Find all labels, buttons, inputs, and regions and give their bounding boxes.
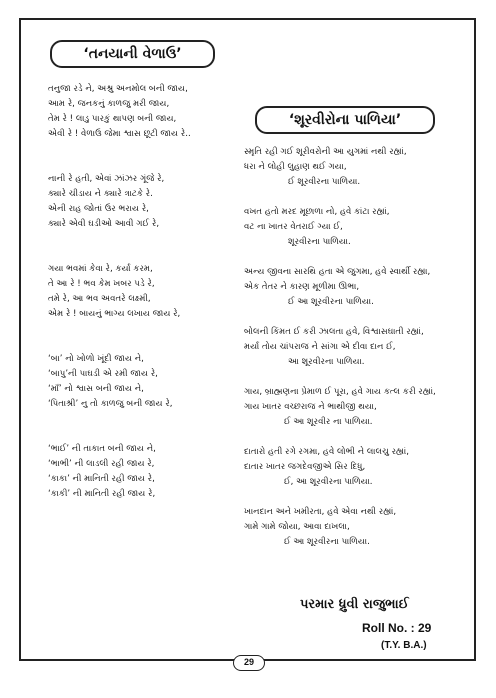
poem-line: એની રાહ જોતાં ઉર ભરાય રે, <box>48 204 149 214</box>
poem-line: બોલની કિંમત ઈ કરી ઝાલતા હવે, વિશ્વાસઘાતી રહ્યાં, <box>244 327 424 337</box>
poem-line: ગાય ખાતર વચ્છરાજ ને ભાથીજી થયા, <box>244 402 377 412</box>
poem-line: ‘કાકી’ ની માનિતી રહી જાય રે, <box>48 489 156 499</box>
poem-line: ઈ આ શૂરવીરના પાળિયા. <box>284 537 370 547</box>
poem-line: વખત હતો મરદ મૂછાળા નો, હવે કાંટા રહ્યાં, <box>244 207 390 217</box>
poem-line: ઈ આ શૂરવીર ના પાળિયા. <box>284 417 373 427</box>
poem-line: ગયા ભવમાં કેવા રે, કર્યા કરમ, <box>48 264 153 274</box>
poem-line: એમ રે ! બાયનું ભાગ્ય લખાય જાય રે, <box>48 309 181 319</box>
class-label: (T.Y. B.A.) <box>381 640 427 651</box>
poem-line: ક્યારે ચીડાય ને ક્યારે ત્રાટકે રે. <box>48 189 153 199</box>
poem-line: મર્યા તોય ચાંપરાજ ને સાંગા એ દીવા દાન ઈ, <box>244 342 396 352</box>
poem-line: તમે રે, આ ભવ અવતરે લક્ષ્મી, <box>48 294 151 304</box>
poem-line: નાની રે હતી, એવાં ઝાંઝર ગૂંજે રે, <box>48 174 165 184</box>
poem-line: ‘બાપુ’ની પાઘડી એ રમી જાય રે, <box>48 369 158 379</box>
poem-line: ઈ શૂરવીરના પાળિયા. <box>288 177 361 187</box>
poem-line: ‘બા’ નો ખોળો ખૂંદી જાય ને, <box>48 354 144 364</box>
poem-line: તે આ રે ! ભવ કેમ ખબર પડે રે, <box>48 279 155 289</box>
poem-line: દાતાર ખાતર જગદેવજીએ સિર દિધુ, <box>244 462 366 472</box>
poem-line: શૂરવીરના પાળિયા. <box>288 237 351 247</box>
poem-line: ધરા ને લોહી લુહાણ થઈ ગયા, <box>244 162 347 172</box>
poem-line: ગાય, બ્રાહ્મણના પ્રેમાળ ઈ પૂરા, હવે ગાય કત્લ કરી રહ્યાં, <box>244 387 436 397</box>
right-poem-title: ‘શૂરવીરોના પાળિયા’ <box>255 106 435 134</box>
page-number: 29 <box>233 655 265 671</box>
poem-line: સ્મૃતિ રહી ગઈ શૂરીવરોની આ યુગમાં નથી રહ્યાં, <box>244 147 407 157</box>
left-poem <box>48 82 248 502</box>
poem-line: ક્યારે એવી ઘડીઓ આવી ગઈ રે, <box>48 219 160 229</box>
poem-line: ‘પિતાશ્રી’ નુ તો કાળજુ બની જાય રે, <box>48 399 173 409</box>
left-poem-title: ‘તનયાની વેળાઉ’ <box>50 40 215 68</box>
poem-line: એક તેતર ને કારણ મૂળીમા ઊભા, <box>244 282 360 292</box>
poem-line: ઈ, આ શૂરવીરના પાળિયા. <box>284 477 373 487</box>
roll-number: Roll No. : 29 <box>362 621 432 635</box>
author-name: પરમાર ધ્રુવી રાજુભાઈ <box>300 597 409 612</box>
poem-line: ‘કાકા’ ની માનિતી રહી જાય રે, <box>48 474 155 484</box>
poem-line: ‘ભાઈ’ ની તાકાત બની જાય ને, <box>48 444 156 454</box>
poem-line: તેમ રે ! લાડુ પારકું થાપણ બની જાય, <box>48 114 177 124</box>
poem-line: ઈ આ શૂરવીરના પાળિયા. <box>288 297 374 307</box>
poem-line: દાતારો હતી રગે રગમા, હવે લોભી ને લાલચુ રહ્યાં, <box>244 447 409 457</box>
poem-line: તનુજા રડે ને, અશ્રુ અનમોલ બની જાય, <box>48 84 188 94</box>
poem-line: ગામે ગામે જોયા, આવા દાખલા, <box>244 522 350 532</box>
poem-line: ‘માઁ’ નો શ્વાસ બની જાય ને, <box>48 384 144 394</box>
poem-line: ‘ભાભી’ ની લાડલી રહી જાય રે, <box>48 459 155 469</box>
poem-line: અન્ય જીવના સારથિ હતા એ જુગમા, હવે સ્વાર્થી રહ્યા, <box>244 267 431 277</box>
poem-line: આમ રે, જનકનું કાળજુ મરી જાય, <box>48 99 170 109</box>
poem-line: વટ ના ખાતર વેતરાઈ ગ્યા ઈ, <box>244 222 343 232</box>
right-poem <box>244 145 464 550</box>
poem-line: આ શૂરવીરના પાળિયા. <box>288 357 365 367</box>
poem-line: એવી રે ! વેળાઉ જેમા શ્વાસ છૂટી જાય રે.. <box>48 129 191 139</box>
poem-line: ખાનદાન અને ખમીરતા, હવે એવા નથી રહ્યાં, <box>244 507 397 517</box>
